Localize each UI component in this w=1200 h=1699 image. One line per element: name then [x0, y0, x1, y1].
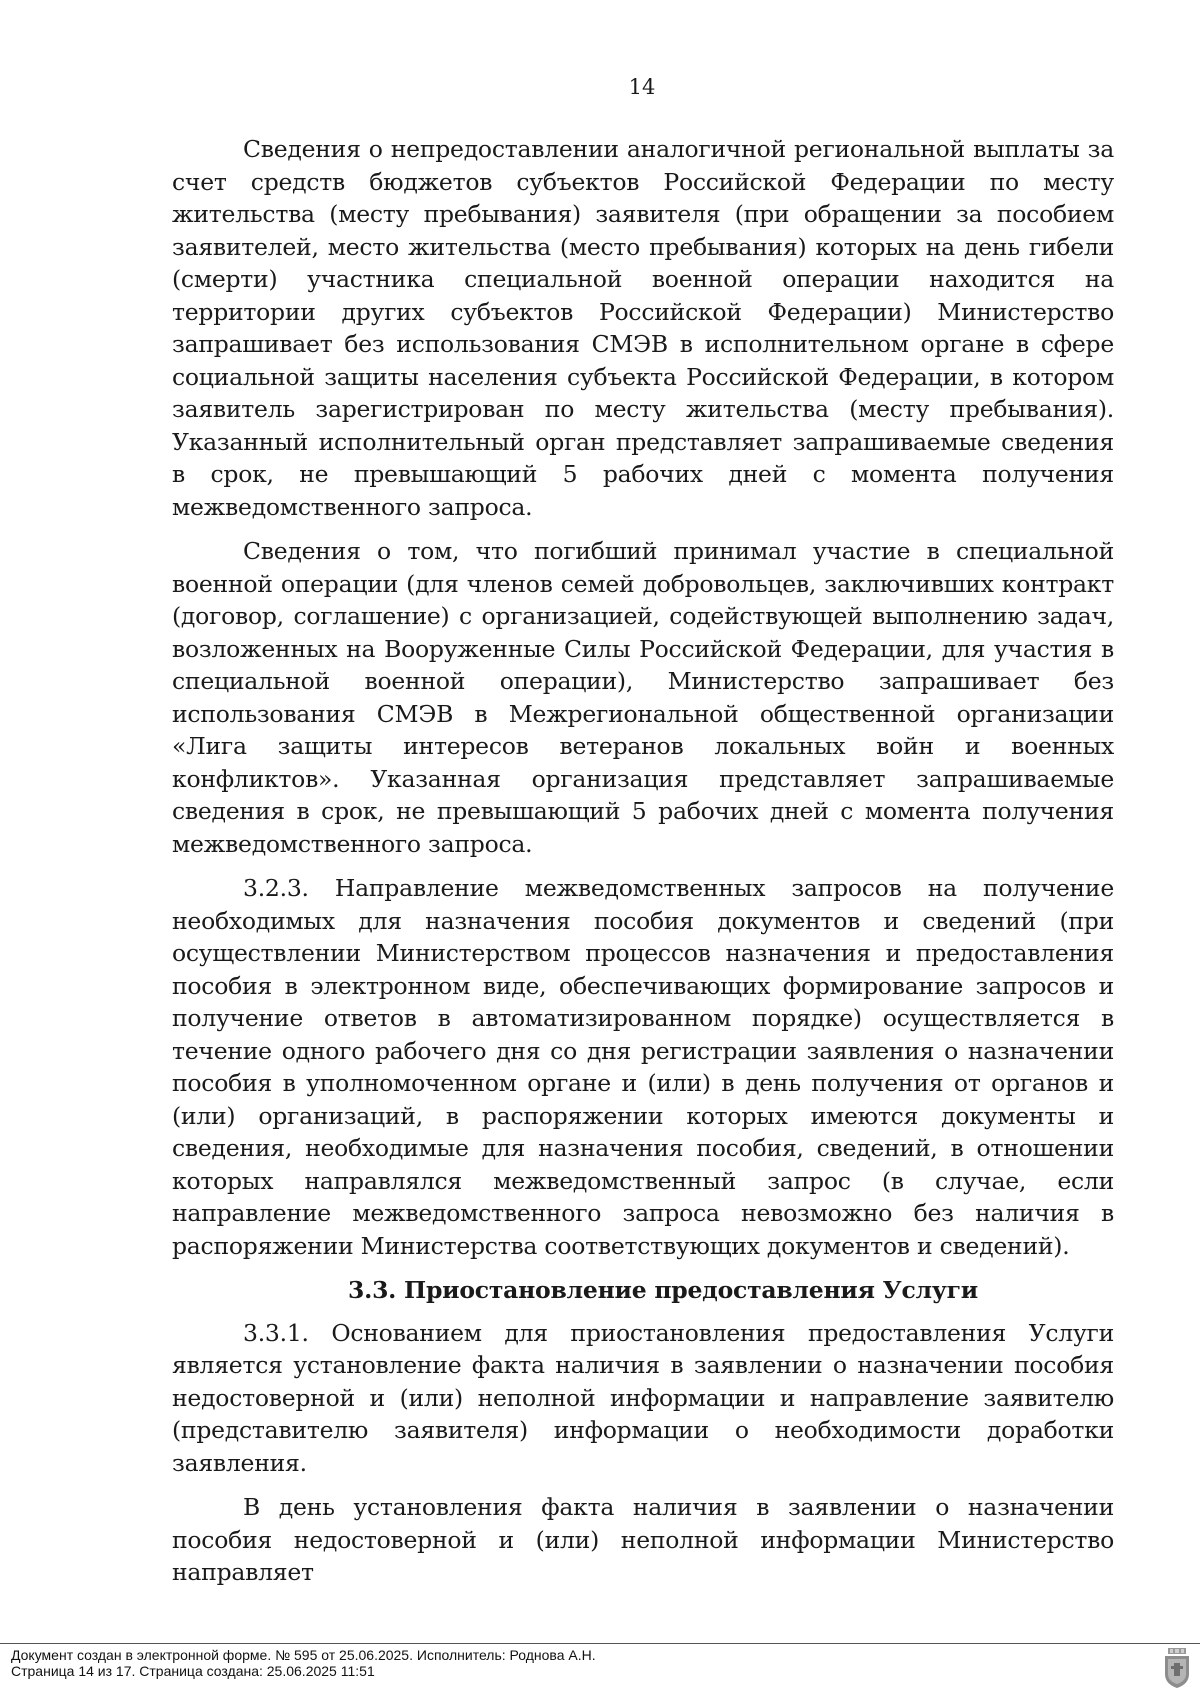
document-body — [172, 133, 1114, 1601]
paragraph-suspension-notice: В день установления факта наличия в заявлении о назначении пособия недостоверной и (или) неполной информации Министерство направляет — [172, 1493, 1114, 1586]
footer-line-page-info: Страница 14 из 17. Страница создана: 25.06.2025 11:51 — [11, 1663, 375, 1679]
paragraph-3-3-1: 3.3.1. Основанием для приостановления предоставления Услуги является установление факта наличия в заявлении о назначении пособия недостоверной и (или) неполной информации и направление заявителю (представителю заявителя) информации о необходимости доработки заявления. — [172, 1318, 1114, 1477]
paragraph-regional-payment-info: Сведения о непредоставлении аналогичной региональной выплаты за счет средств бюджетов субъектов Российской Федерации по месту жительства (месту пребывания) заявителя (при обращении за пособием заявителей, место жительства (место пребывания) которых на день гибели (смерти) участника специальной военной операции находится на территории других субъектов Российской Федерации) Министерство запрашивает без использования СМЭВ в исполнительном органе в сфере социальной защиты населения субъекта Российской Федерации, в котором заявитель зарегистрирован по месту жительства (месту пребывания). Указанный исполнительный орган представляет запрашиваемые сведения в срок, не превышающий 5 рабочих дней с момента получения межведомственного запроса. — [172, 135, 1114, 521]
section-heading-3-3: 3.3. Приостановление предоставления Услуги — [348, 1276, 978, 1304]
paragraph-3-2-3: 3.2.3. Направление межведомственных запросов на получение необходимых для назначения пособия документов и сведений (при осуществлении Министерством процессов назначения и предоставления пособия в электронном виде, обеспечивающих формирование запросов и получение ответов в автоматизированном порядке) осуществляется в течение одного рабочего дня со дня регистрации заявления о назначении пособия в уполномоченном органе и (или) в день получения от органов и (или) организаций, в распоряжении которых имеются документы и сведения, необходимые для назначения пособия, сведений, в отношении которых направлялся межведомственный запрос (в случае, если направление межведомственного запроса невозможно без наличия в распоряжении Министерства соответствующих документов и сведений). — [172, 874, 1114, 1260]
page-number: 14 — [628, 75, 656, 99]
document-footer — [0, 1643, 1200, 1699]
coat-of-arms-icon — [1164, 1648, 1190, 1688]
footer-text — [11, 1647, 596, 1679]
paragraph-svo-participation-info: Сведения о том, что погибший принимал участие в специальной военной операции (для членов семей добровольцев, заключивших контракт (договор, соглашение) с организацией, содействующей выполнению задач, возложенных на Вооруженные Силы Российской Федерации, для участия в специальной военной операции), Министерство запрашивает без использования СМЭВ в Межрегиональной общественной организации «Лига защиты интересов ветеранов локальных войн и военных конфликтов». Указанная организация представляет запрашиваемые сведения в срок, не превышающий 5 рабочих дней с момента получения межведомственного запроса. — [172, 537, 1114, 858]
footer-line-document-info: Документ создан в электронной форме. № 595 от 25.06.2025. Исполнитель: Роднова А.Н. — [11, 1647, 596, 1663]
